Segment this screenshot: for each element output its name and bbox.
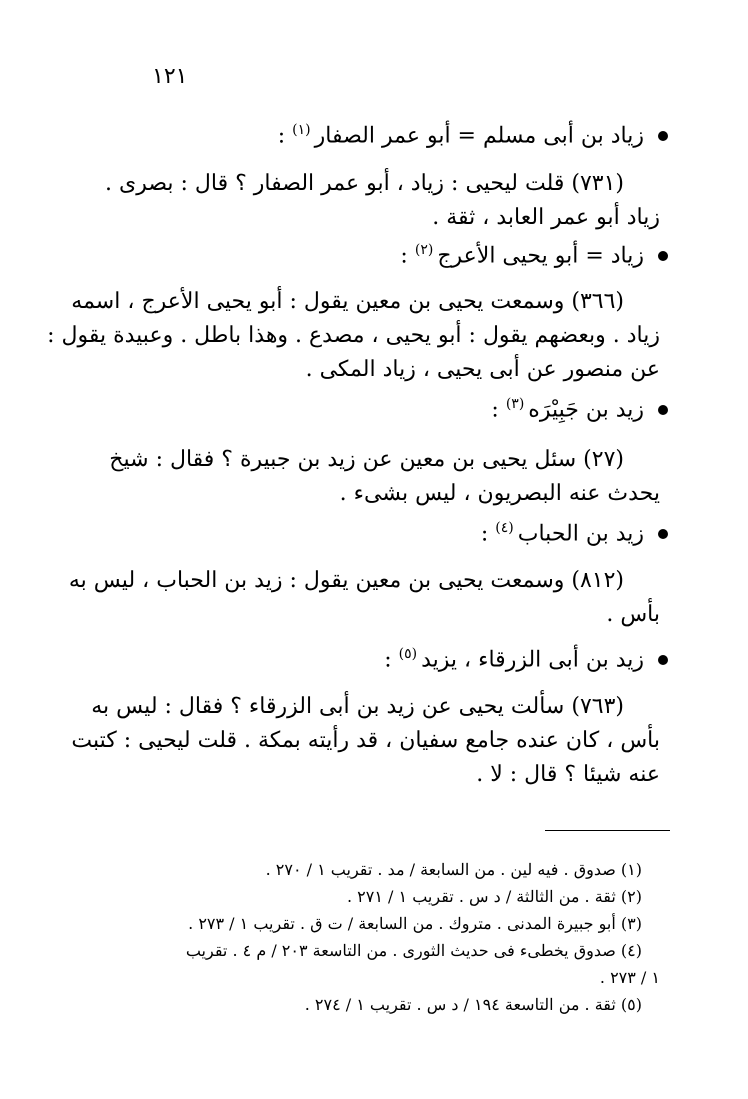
bullet-icon [658, 131, 668, 141]
footnote-continuation: ١ / ٢٧٣ . [599, 968, 660, 987]
entry-paragraph [71, 690, 660, 792]
entry-heading-colon: : [400, 243, 408, 269]
entry-heading [481, 520, 668, 546]
footnote-divider [545, 830, 670, 831]
entry-paragraph [47, 285, 660, 387]
footnote: (١) صدوق . فيه لين . من السابعة / مد . تقريب ١ / ٢٧٠ . [265, 860, 642, 879]
paragraph-line: عنه شيئا ؟ قال : لا . [476, 762, 660, 787]
entry-heading-text: زيد بن أبى الزرقاء ، يزيد [421, 647, 644, 673]
entry-heading-colon: : [277, 123, 286, 149]
footnotes [60, 856, 660, 1018]
entry-heading [400, 242, 668, 268]
paragraph-line: (٨١٢) وسمعت يحيى بن معين يقول : زيد بن الحباب ، ليس به [68, 568, 624, 593]
paragraph-line: يحدث عنه البصريون ، ليس بشىء . [339, 481, 660, 506]
paragraph-line: بأس . [606, 602, 660, 627]
paragraph-line: زياد أبو عمر العابد ، ثقة . [432, 205, 660, 230]
footnote-ref: (٣) [505, 396, 525, 412]
footnote: (٣) أبو جبيرة المدنى . متروك . من السابعة / ت ق . تقريب ١ / ٢٧٣ . [188, 914, 642, 933]
entry-heading-text: زياد بن أبى مسلم = أبو عمر الصفار [314, 123, 644, 149]
entry-heading-text: زياد = أبو يحيى الأعرج [437, 243, 644, 269]
bullet-icon [658, 405, 668, 415]
bullet-icon [658, 529, 668, 539]
entry-paragraph [68, 564, 660, 632]
footnote-ref: (٤) [495, 520, 514, 536]
entry-heading [384, 646, 668, 672]
paragraph-line: (٣٦٦) وسمعت يحيى بن معين يقول : أبو يحيى الأعرج ، اسمه [71, 289, 624, 314]
paragraph-line: زياد . وبعضهم يقول : أبو يحيى ، مصدع . وهذا باطل . وعبيدة يقول : [47, 323, 660, 348]
paragraph-line: (٧٣١) قلت ليحيى : زياد ، أبو عمر الصفار ؟ قال : بصرى . [104, 171, 624, 196]
bullet-icon [658, 251, 668, 261]
entry-heading [491, 396, 668, 422]
paragraph-line: بأس ، كان عنده جامع سفيان ، قد رأيته بمكة . قلت ليحيى : كتبت [71, 728, 660, 753]
page-number: ١٢١ [152, 64, 188, 89]
paragraph-line: (٢٧) سئل يحيى بن معين عن زيد بن جبيرة ؟ فقال : شيخ [109, 447, 624, 472]
footnote: (٢) ثقة . من الثالثة / د س . تقريب ١ / ٢٧١ . [347, 887, 642, 906]
footnote-ref: (٥) [398, 646, 418, 662]
entry-paragraph [80, 443, 660, 511]
entry-heading-colon: : [491, 397, 499, 423]
entry-heading-colon: : [480, 521, 489, 547]
footnote-ref: (١) [292, 122, 311, 138]
paragraph-line: (٧٦٣) سألت يحيى عن زيد بن أبى الزرقاء ؟ فقال : ليس به [91, 694, 624, 719]
footnote: (٥) ثقة . من التاسعة ١٩٤ / د س . تقريب ١ / ٢٧٤ . [304, 995, 642, 1014]
entry-heading-colon: : [384, 647, 392, 673]
entry-heading [278, 122, 668, 148]
footnote-ref: (٢) [414, 242, 434, 258]
entry-heading-text: زيد بن الحباب [517, 521, 644, 547]
footnote: (٤) صدوق يخطىء فى حديث الثورى . من التاسعة ٢٠٣ / م ٤ . تقريب [185, 941, 642, 960]
entry-paragraph [80, 167, 660, 235]
bullet-icon [658, 655, 668, 665]
entry-heading-text: زيد بن جَبِيْرَه [528, 397, 644, 423]
paragraph-line: عن منصور عن أبى يحيى ، زياد المكى . [305, 357, 660, 382]
